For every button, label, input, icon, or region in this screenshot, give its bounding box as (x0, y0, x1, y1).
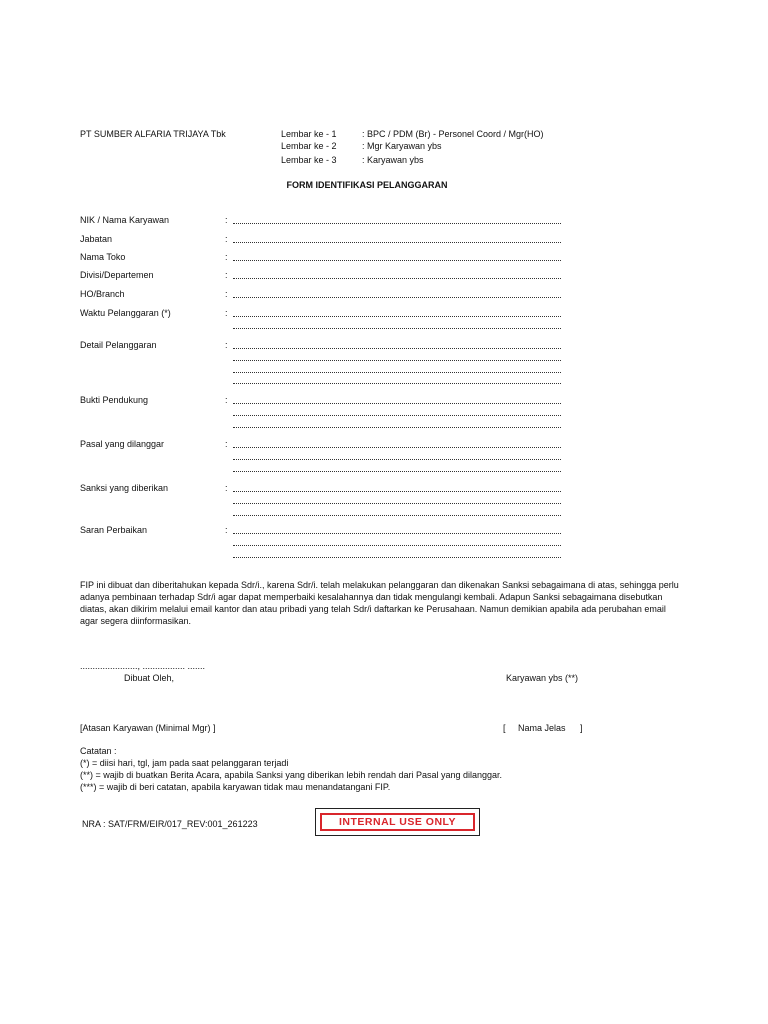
field-line-waktu[interactable] (233, 316, 561, 317)
note-item: (***) = wajib di beri catatan, apabila karyawan tidak mau menandatangani FIP. (80, 782, 391, 792)
field-label-pasal: Pasal yang dilanggar (80, 439, 165, 449)
field-label-saran: Saran Perbaikan (80, 525, 148, 535)
supervisor-label: [Atasan Karyawan (Minimal Mgr) ] (80, 723, 216, 733)
statement-paragraph: FIP ini dibuat dan diberitahukan kepada Sdr/i., karena Sdr/i. telah melakukan pelanggaran dan dikenakan Sanksi sebagaimana di atas, sehingga perlu adanya pembinaan terhadap Sdr/i agar dapat memperbaiki kesalahannya dan tidak mengulangi kembali. Adapun Sanksi sebagaimana disebutkan diatas, akan dikirim melalui email kantor dan atau pribadi yang telah Sdr/i daftarkan ke Perusahaan. Namun demikian apabila ada perubahan email agar segera diinformasikan. (80, 580, 679, 626)
note-item: (**) = wajib di buatkan Berita Acara, apabila Sanksi yang diberikan lebih rendah dari Pasal yang dilanggar. (80, 770, 503, 780)
field-line-pasal[interactable] (233, 471, 561, 472)
copy-2-label: Lembar ke - 2 (281, 141, 337, 151)
bracket-open: [ (503, 723, 506, 733)
field-line-saran[interactable] (233, 545, 561, 546)
field-label-nama-toko: Nama Toko (80, 252, 126, 262)
copy-1-value: : BPC / PDM (Br) - Personel Coord / Mgr(HO) (362, 129, 544, 139)
field-line-bukti[interactable] (233, 415, 561, 416)
field-line-ho-branch[interactable] (233, 297, 561, 298)
field-colon: : (225, 215, 228, 225)
field-label-bukti: Bukti Pendukung (80, 395, 149, 405)
field-colon: : (225, 439, 228, 449)
field-line-detail[interactable] (233, 372, 561, 373)
clear-name-label: Nama Jelas (518, 723, 566, 733)
field-line-detail[interactable] (233, 383, 561, 384)
note-item: (*) = diisi hari, tgl, jam pada saat pelanggaran terjadi (80, 758, 289, 768)
field-line-detail[interactable] (233, 360, 561, 361)
field-line-sanksi[interactable] (233, 503, 561, 504)
copy-3-value: : Karyawan ybs (362, 155, 424, 165)
employee-label: Karyawan ybs (**) (506, 673, 579, 683)
field-line-nik[interactable] (233, 223, 561, 224)
field-line-bukti[interactable] (233, 403, 561, 404)
place-date-line: ......................., ................. ....... (80, 661, 206, 671)
field-line-divisi[interactable] (233, 278, 561, 279)
company-name: PT SUMBER ALFARIA TRIJAYA Tbk (80, 129, 226, 139)
field-colon: : (225, 234, 228, 244)
field-line-bukti[interactable] (233, 427, 561, 428)
field-colon: : (225, 308, 228, 318)
field-colon: : (225, 395, 228, 405)
field-colon: : (225, 340, 228, 350)
internal-use-stamp (315, 808, 480, 836)
field-label-jabatan: Jabatan (80, 234, 113, 244)
field-line-sanksi[interactable] (233, 491, 561, 492)
field-colon: : (225, 483, 228, 493)
field-line-detail[interactable] (233, 348, 561, 349)
field-colon: : (225, 252, 228, 262)
field-label-waktu: Waktu Pelanggaran (*) (80, 308, 171, 318)
field-colon: : (225, 525, 228, 535)
field-colon: : (225, 289, 228, 299)
nra-code: NRA : SAT/FRM/EIR/017_REV:001_261223 (82, 819, 258, 829)
copy-1-label: Lembar ke - 1 (281, 129, 337, 139)
copy-2-value: : Mgr Karyawan ybs (362, 141, 442, 151)
bracket-close: ] (580, 723, 583, 733)
field-line-nama-toko[interactable] (233, 260, 561, 261)
field-line-pasal[interactable] (233, 447, 561, 448)
notes-heading: Catatan : (80, 746, 117, 756)
field-label-detail: Detail Pelanggaran (80, 340, 157, 350)
field-line-jabatan[interactable] (233, 242, 561, 243)
field-label-divisi: Divisi/Departemen (80, 270, 154, 280)
field-label-ho-branch: HO/Branch (80, 289, 125, 299)
stamp-text: INTERNAL USE ONLY (320, 813, 475, 831)
field-line-saran[interactable] (233, 533, 561, 534)
field-colon: : (225, 270, 228, 280)
field-line-pasal[interactable] (233, 459, 561, 460)
field-label-nik: NIK / Nama Karyawan (80, 215, 170, 225)
field-line-sanksi[interactable] (233, 515, 561, 516)
field-line-saran[interactable] (233, 557, 561, 558)
field-line-waktu[interactable] (233, 328, 561, 329)
field-label-sanksi: Sanksi yang diberikan (80, 483, 169, 493)
copy-3-label: Lembar ke - 3 (281, 155, 337, 165)
form-title: FORM IDENTIFIKASI PELANGGARAN (286, 180, 448, 190)
made-by-label: Dibuat Oleh, (124, 673, 175, 683)
